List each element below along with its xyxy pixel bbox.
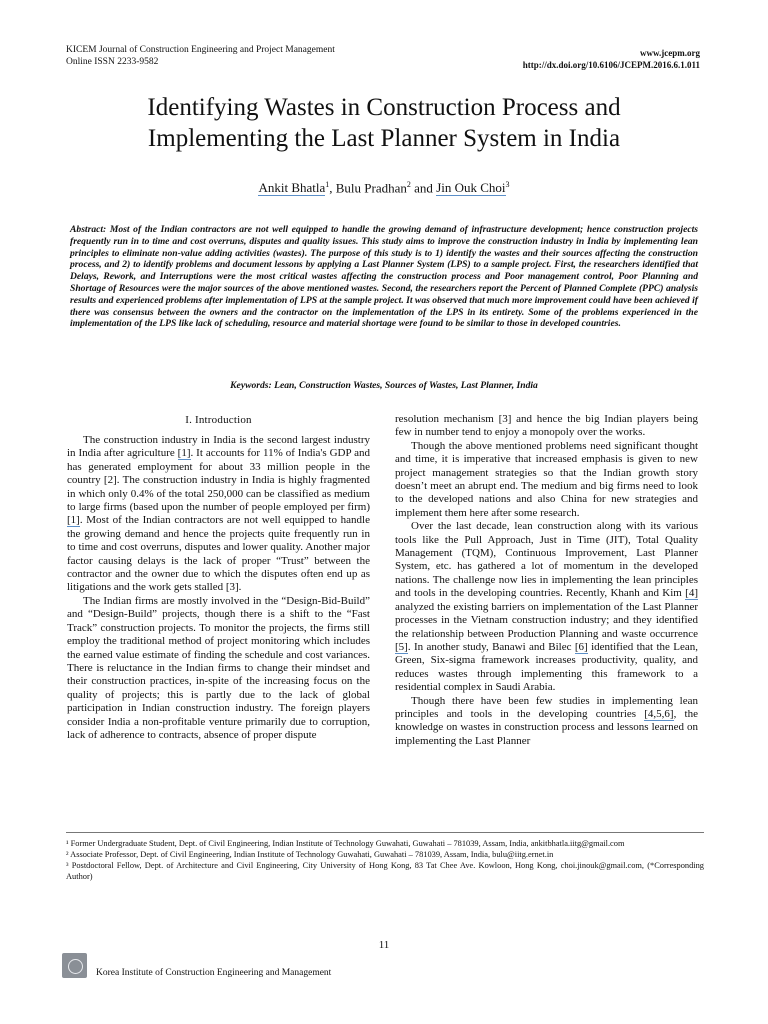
citation-link[interactable]: [1] (67, 514, 80, 527)
footnote-3: ³ Postdoctoral Fellow, Dept. of Architecture and Civil Engineering, City University of Hong Kong, 83 Tat Chee Ave. Kowloon, Hong Kong, choi.jinouk@gmail.com, (*Corresponding Author) (66, 861, 704, 881)
footnotes (66, 832, 704, 882)
citation-link[interactable]: [6] (574, 640, 588, 653)
kicem-logo-icon (62, 953, 87, 978)
footer-organization: Korea Institute of Construction Engineering and Management (96, 968, 332, 978)
abstract: Abstract: Most of the Indian contractors are not well equipped to handle the growing demand of infrastructure development; hence construction projects frequently run in to time and cost overruns, disputes and quality issues. This study aims to improve the construction industry in India by implementing lean principles to eliminate non-value adding activities (wastes). The purpose of this study is to 1) identify the wastes and their sources affecting the construction process, and 2) to identify problems and document lessons by applying a Last Planner System (LPS) to a sample project. First, the researchers identified that Delays, Rework, and Interruptions were the most critical wastes affecting the construction process and Poor management control, Poor Planning and Shortage of Resources were the major sources of the above mentioned wastes. Second, the researchers report the Percent of Planned Complete (PPC) analysis results and experienced problems after implementation of LPS at the sample project. It was observed that much more improvement could have been achieved if there was consensus between the owners and the contractor on the implementation of the LPS in its entirety. Some of the problems experienced in the implementation of the LPS like lack of scheduling, resource and material shortage were found to be similar to those in developed countries. (70, 224, 698, 330)
intro-paragraph-2: The Indian firms are mostly involved in the “Design-Bid-Build” and “Design-Build” projects, though there is a shift to the “Fast Track” construction projects. To monitor the projects, the firms still employ the traditional method of project monitoring which includes the earned value estimate of finding the schedule and cost variances. There is reluctance in the Indian firms to change their mindset and their construction practices, in-spite of the increasing focus on the quality of projects; this is partly due to the lack of global participation in Indian construction industry. The foreign players consider India a non-profitable venture primarily due to corruption, lack of adherence to contracts, absence of proper dispute (67, 594, 370, 741)
journal-links (523, 47, 700, 71)
author-affil-2: 2 (406, 180, 411, 189)
author-link-bhatla[interactable]: Ankit Bhatla (258, 180, 326, 196)
left-column (67, 414, 370, 742)
author-pradhan: Bulu Pradhan (335, 180, 407, 196)
intro-paragraph-1: The construction industry in India is the second largest industry in India after agriculture [1]. It accounts for 11% of India's GDP and has generated employment for about 33 million people in the country [2]. The construction industry in India is highly fragmented in which only 0.4% of the total 250,000 can be classified as medium to large firms (based upon the number of people employed per firm) [1]. Most of the Indian contractors are not well equipped to handle the growing demand and hence the projects quite frequently run in to time and cost overruns, disputes and lower quality. Another major factor causing delays is the lack of proper “Trust” between the contractor and the owner due to which the disputes often end up as litigations and the work gets stalled [3]. (67, 434, 370, 594)
citation-link[interactable]: [5] (395, 640, 408, 653)
page-number: 11 (378, 939, 390, 951)
intro-paragraph-continued: resolution mechanism [3] and hence the big Indian players being few in number tend to enjoy a monopoly over the works. (395, 413, 698, 439)
author-affil-3: 3 (505, 180, 510, 189)
title-line-2: Implementing the Last Planner System in India (147, 125, 621, 152)
right-column (395, 413, 698, 748)
author-affil-1: 1 (325, 180, 330, 189)
doi-link[interactable]: http://dx.doi.org/10.6106/JCEPM.2016.6.1.011 (522, 60, 700, 70)
keywords: Keywords: Lean, Construction Wastes, Sources of Wastes, Last Planner, India (230, 380, 538, 391)
author-link-choi[interactable]: Jin Ouk Choi (436, 180, 506, 196)
footnote-1: ¹ Former Undergraduate Student, Dept. of Civil Engineering, Indian Institute of Technology Guwahati, Guwahati – 781039, Assam, India, ankitbhatla.iitg@gmail.com (66, 839, 625, 848)
author-separator: , (329, 180, 336, 196)
paper-title (60, 92, 708, 154)
intro-paragraph-5: Though there have been few studies in implementing lean principles and tools in the developing countries [4,5,6], the knowledge on wastes in construction process and lessons learned on implementing the Last Planner (395, 694, 698, 747)
author-list (60, 180, 708, 196)
citation-link[interactable]: [1] (177, 447, 191, 460)
journal-header (66, 44, 335, 68)
title-line-1: Identifying Wastes in Construction Process and (147, 94, 621, 121)
journal-name: KICEM Journal of Construction Engineering and Project Management (66, 45, 335, 55)
citation-link[interactable]: [4] (685, 587, 698, 600)
journal-issn: Online ISSN 2233-9582 (66, 57, 159, 67)
author-separator: and (410, 180, 437, 196)
section-heading-introduction: I. Introduction (185, 414, 252, 426)
intro-paragraph-4: Over the last decade, lean construction along with its various tools like the Pull Approach, Just in Time (JIT), Total Quality Management (TQM), Continuous Improvement, Last Planner System, etc. has gathered a lot of momentum in the developed nations. The challenge now lies in implementing the lean principles and tools in the developing countries. Recently, Khanh and Kim [4] analyzed the existing barriers on implementation of the Last Planner processes in the Vietnam construction industry; and they identified the relationship between Production Planning and waste occurrence [5]. In another study, Banawi and Bilec [6] identified that the Lean, Green, Six-sigma framework increases productivity, quality, and reduces wastes through implementing this framework to a residential complex in Saudi Arabia. (395, 520, 698, 694)
intro-paragraph-3: Though the above mentioned problems need significant thought and time, it is imperative that increased emphasis is given to new project management strategies so that the Indian growth story doesn’t meet an abrupt end. The medium and big firms need to look to the developed nations and also China for new strategies and implement them here after some research. (395, 439, 698, 519)
website-link[interactable]: www.jcepm.org (640, 48, 700, 58)
citation-link[interactable]: [4,5,6] (644, 707, 674, 720)
footnote-2: ² Associate Professor, Dept. of Civil Engineering, Indian Institute of Technology Guwahati, Guwahati – 781039, Assam, India, bulu@iitg.ernet.in (66, 850, 554, 859)
